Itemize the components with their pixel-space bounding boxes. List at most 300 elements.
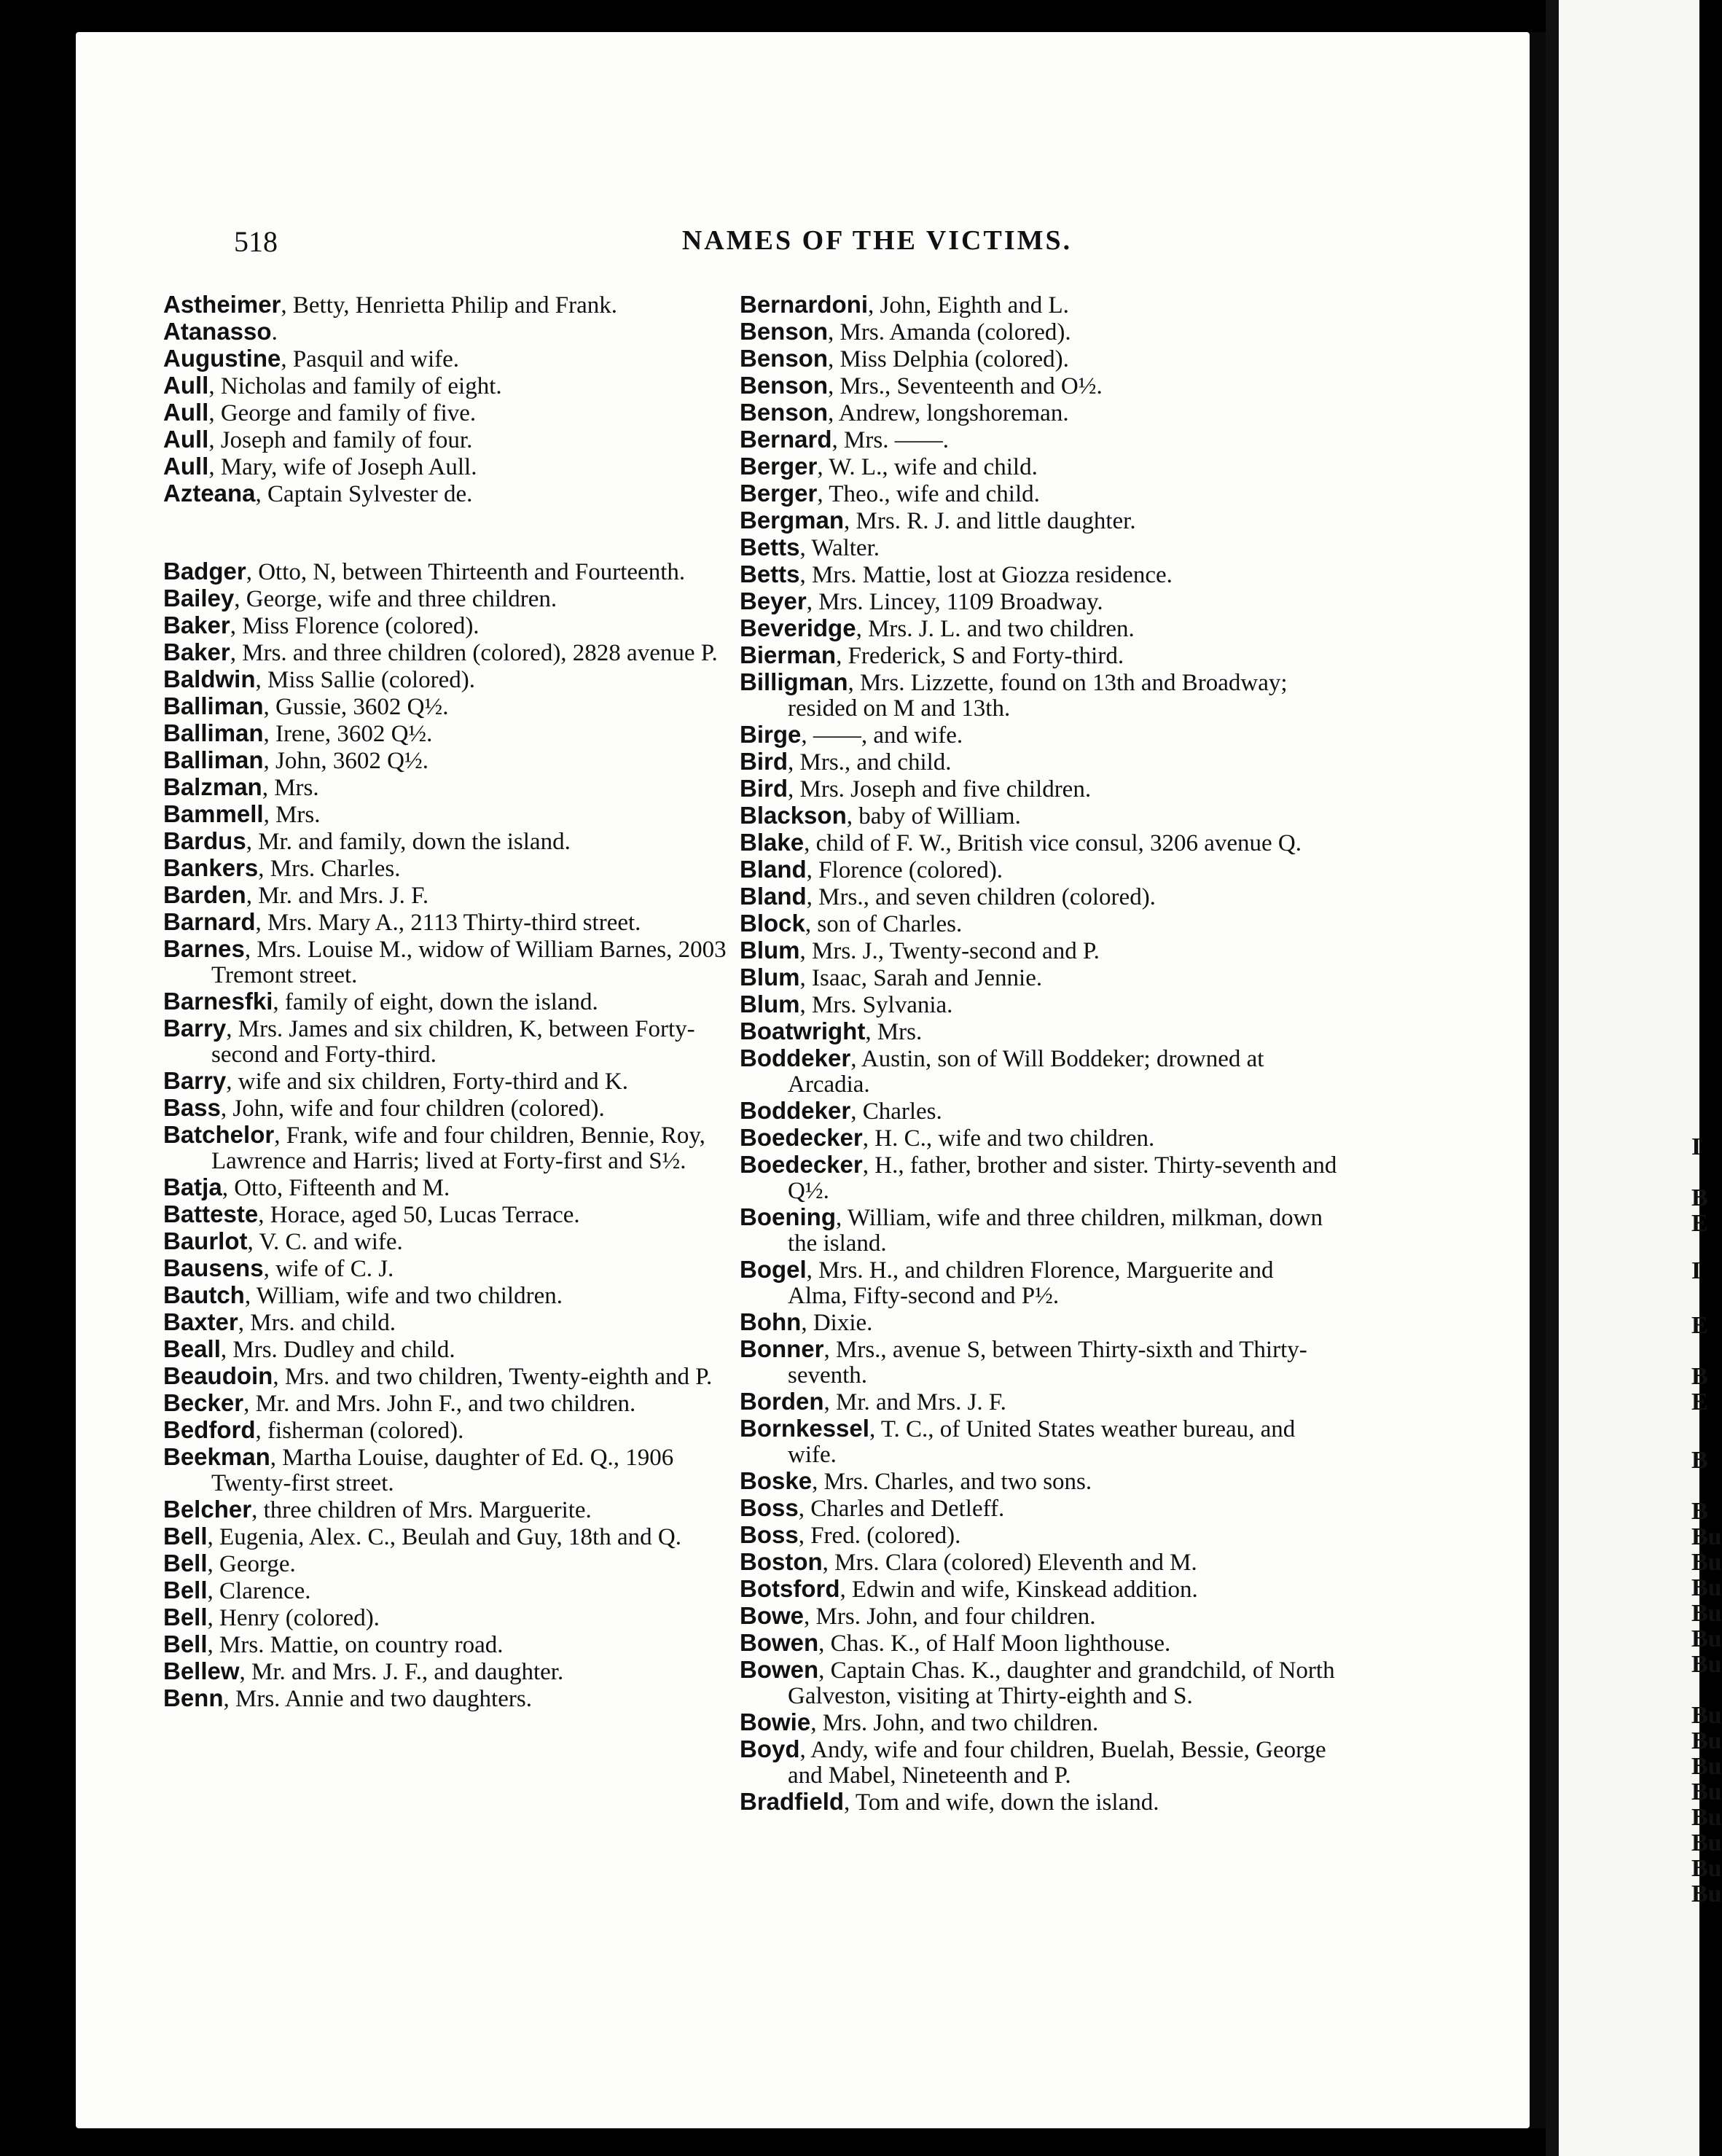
victim-surname: Boedecker: [740, 1151, 863, 1178]
victim-surname: Bradfield: [740, 1788, 845, 1815]
victim-surname: Boddeker: [740, 1044, 851, 1071]
victim-entry: [163, 1282, 746, 1309]
victim-details: , Mrs. R. J. and little daughter.: [844, 508, 1136, 534]
adjacent-page-letter: Bu: [1691, 1778, 1722, 1805]
victim-surname: Betts: [740, 534, 800, 561]
victim-surname: Bohn: [740, 1308, 802, 1335]
victim-entry: [163, 612, 746, 639]
victim-details: , William, wife and three children, milkman, down the island.: [788, 1205, 1323, 1257]
victim-entry: [740, 802, 1337, 829]
victim-entry: [163, 882, 746, 909]
victim-surname: Botsford: [740, 1575, 840, 1602]
victim-surname: Aull: [163, 426, 209, 453]
left-column: [163, 292, 746, 1712]
victim-details: , Mrs. Clara (colored) Eleventh and M.: [822, 1550, 1197, 1576]
victim-surname: Boston: [740, 1548, 823, 1575]
victim-details: , Mrs. Mattie, on country road.: [207, 1632, 504, 1658]
victim-entry: [163, 1255, 746, 1282]
victim-entry: [740, 722, 1337, 749]
victim-entry: [163, 1417, 746, 1444]
victim-details: , Mr. and Mrs. John F., and two children.: [243, 1391, 636, 1417]
victim-surname: Bell: [163, 1630, 208, 1657]
victim-surname: Bergman: [740, 507, 845, 534]
victim-entry: [740, 856, 1337, 883]
victim-surname: Becker: [163, 1389, 244, 1416]
victim-details: , Florence (colored).: [806, 857, 1003, 883]
victim-surname: Blum: [740, 991, 800, 1018]
victim-details: , Mr. and Mrs. J. F., and daughter.: [239, 1659, 564, 1685]
victim-surname: Boening: [740, 1203, 836, 1230]
victim-entry: [163, 345, 746, 372]
victim-entry: [740, 1630, 1337, 1657]
victim-surname: Bland: [740, 883, 807, 910]
victim-details: , Mrs. Joseph and five children.: [788, 776, 1092, 802]
victim-surname: Barden: [163, 881, 246, 908]
victim-entry: [740, 1045, 1337, 1098]
victim-surname: Bernardoni: [740, 291, 869, 318]
victim-details: , Nicholas and family of eight.: [208, 373, 502, 399]
victim-details: , Mr. and family, down the island.: [246, 829, 571, 855]
victim-entry: [740, 749, 1337, 776]
victim-details: , Mrs. and child.: [238, 1310, 396, 1336]
victim-entry: [740, 1415, 1337, 1468]
victim-details: , Mrs. and two children, Twenty-eighth and P.: [273, 1364, 713, 1390]
victim-surname: Beall: [163, 1335, 221, 1362]
victim-details: , Andrew, longshoreman.: [828, 400, 1069, 426]
victim-details: , Mrs. Charles.: [258, 856, 401, 882]
victim-entry: [163, 801, 746, 828]
running-head: NAMES OF THE VICTIMS.: [681, 225, 1073, 256]
victim-details: , V. C. and wife.: [247, 1229, 403, 1255]
victim-surname: Bowie: [740, 1708, 811, 1735]
victim-details: , Mrs., avenue S, between Thirty-sixth and Thirty-seventh.: [788, 1337, 1307, 1388]
victim-entry: [163, 855, 746, 882]
page-edge: [1546, 0, 1559, 2156]
victim-entry: [163, 1015, 746, 1068]
victim-details: , George.: [207, 1551, 296, 1577]
victim-entry: [163, 988, 746, 1015]
victim-surname: Balliman: [163, 746, 264, 773]
victim-entry: [740, 1789, 1337, 1816]
victim-entry: [163, 1174, 746, 1201]
victim-surname: Barry: [163, 1067, 227, 1094]
victim-details: , Otto, N, between Thirteenth and Fourteenth.: [246, 559, 686, 585]
victim-entry: [740, 345, 1337, 372]
victim-surname: Bell: [163, 1604, 208, 1630]
victim-details: , Mrs. Annie and two daughters.: [223, 1686, 532, 1712]
victim-details: , George, wife and three children.: [234, 586, 557, 612]
entry-list-a: [163, 292, 746, 507]
victim-entry: [740, 1098, 1337, 1125]
victim-details: , fisherman (colored).: [255, 1418, 464, 1444]
victim-entry: [163, 1496, 746, 1523]
victim-surname: Bowen: [740, 1629, 819, 1656]
victim-entry: [740, 507, 1337, 534]
victim-entry: [163, 909, 746, 936]
victim-entry: [740, 1018, 1337, 1045]
victim-details: , child of F. W., British vice consul, 3206 avenue Q.: [804, 830, 1302, 856]
adjacent-page-letter: B: [1691, 1447, 1708, 1474]
victim-details: , Pasquil and wife.: [281, 346, 460, 372]
victim-entry: [163, 693, 746, 720]
victim-details: , ——, and wife.: [801, 722, 963, 749]
victim-details: , John, 3602 Q½.: [263, 748, 428, 774]
victim-surname: Baker: [163, 612, 230, 638]
victim-details: , Horace, aged 50, Lucas Terrace.: [258, 1202, 580, 1228]
victim-surname: Bonner: [740, 1335, 824, 1362]
victim-details: , Martha Louise, daughter of Ed. Q., 1906 Twenty-first street.: [211, 1445, 674, 1496]
victim-details: , Austin, son of Will Boddeker; drowned at Arcadia.: [788, 1046, 1264, 1098]
victim-entry: [163, 1122, 746, 1174]
victim-details: , Walter.: [799, 535, 880, 561]
adjacent-page-letter: E: [1691, 1388, 1708, 1415]
victim-surname: Boss: [740, 1494, 799, 1521]
victim-surname: Bammell: [163, 800, 264, 827]
victim-entry: [740, 534, 1337, 561]
victim-details: , Irene, 3602 Q½.: [263, 721, 433, 747]
victim-surname: Billigman: [740, 668, 848, 695]
page-number: 518: [234, 225, 278, 258]
victim-details: , wife and six children, Forty-third and K.: [226, 1069, 628, 1095]
victim-details: , Mrs. James and six children, K, between Forty-second and Forty-third.: [211, 1016, 695, 1068]
victim-details: , Tom and wife, down the island.: [844, 1789, 1159, 1816]
victim-surname: Augustine: [163, 345, 281, 372]
victim-surname: Balliman: [163, 692, 264, 719]
victim-details: , son of Charles.: [805, 911, 963, 937]
victim-entry: [740, 1495, 1337, 1522]
victim-entry: [163, 453, 746, 480]
victim-details: , Captain Sylvester de.: [255, 481, 473, 507]
victim-surname: Bell: [163, 1523, 208, 1550]
victim-surname: Blackson: [740, 802, 847, 829]
adjacent-page-letter: Bu: [1691, 1880, 1722, 1907]
victim-surname: Blum: [740, 964, 800, 991]
victim-details: , Miss Florence (colored).: [230, 613, 480, 639]
victim-surname: Bird: [740, 748, 788, 775]
victim-entry: [740, 426, 1337, 453]
victim-surname: Barry: [163, 1015, 227, 1042]
victim-entry: [740, 1468, 1337, 1495]
victim-surname: Badger: [163, 558, 246, 585]
victim-entry: [163, 372, 746, 399]
victim-surname: Bellew: [163, 1657, 240, 1684]
victim-entry: [163, 1604, 746, 1631]
victim-details: , Gussie, 3602 Q½.: [263, 694, 449, 720]
victim-surname: Bland: [740, 856, 807, 883]
adjacent-page-letter: Bu: [1691, 1829, 1722, 1856]
entry-list-right: [740, 292, 1337, 1816]
victim-surname: Azteana: [163, 480, 256, 507]
victim-surname: Baker: [163, 638, 230, 665]
victim-surname: Boss: [740, 1521, 799, 1548]
right-column: [740, 292, 1337, 1816]
victim-surname: Bogel: [740, 1256, 807, 1283]
victim-entry: [163, 747, 746, 774]
victim-surname: Bowen: [740, 1656, 819, 1683]
victim-entry: [740, 1309, 1337, 1336]
victim-entry: [740, 372, 1337, 399]
victim-surname: Bautch: [163, 1281, 245, 1308]
victim-details: , Miss Sallie (colored).: [255, 667, 476, 693]
victim-surname: Beveridge: [740, 614, 856, 641]
adjacent-page-letter: Bu: [1691, 1727, 1722, 1754]
victim-details: , Mrs. Dudley and child.: [220, 1337, 455, 1363]
victim-details: , Miss Delphia (colored).: [828, 346, 1069, 372]
adjacent-page-letter: E: [1691, 1312, 1708, 1339]
victim-details: , Fred. (colored).: [798, 1523, 961, 1549]
victim-details: , Frank, wife and four children, Bennie, Roy, Lawrence and Harris; lived at Forty-first and S½.: [211, 1122, 705, 1174]
victim-details: , John, wife and four children (colored).: [220, 1095, 605, 1122]
victim-details: , Theo., wife and child.: [817, 481, 1040, 507]
victim-entry: [740, 1709, 1337, 1736]
victim-entry: [163, 426, 746, 453]
adjacent-page-letter: Bu: [1691, 1574, 1722, 1601]
adjacent-page: [1546, 0, 1722, 2156]
victim-surname: Baurlot: [163, 1227, 248, 1254]
victim-details: , Mrs., and seven children (colored).: [806, 884, 1156, 910]
victim-entry: [740, 1522, 1337, 1549]
victim-entry: [163, 1068, 746, 1095]
victim-entry: [163, 1444, 746, 1496]
adjacent-page-letter: B: [1691, 1363, 1708, 1390]
victim-surname: Blum: [740, 937, 800, 964]
victim-details: , John, Eighth and L.: [868, 292, 1069, 319]
victim-surname: Birge: [740, 721, 802, 748]
victim-details: , Charles.: [850, 1098, 942, 1125]
victim-surname: Balliman: [163, 719, 264, 746]
victim-details: , wife of C. J.: [263, 1256, 394, 1282]
victim-entry: [740, 991, 1337, 1018]
victim-details: , Mrs. Mattie, lost at Giozza residence.: [799, 562, 1173, 588]
victim-surname: Boedecker: [740, 1124, 863, 1151]
victim-entry: [163, 666, 746, 693]
victim-surname: Benn: [163, 1684, 224, 1711]
victim-entry: [740, 1152, 1337, 1204]
victim-entry: [740, 883, 1337, 910]
victim-details: , Mrs. Lizzette, found on 13th and Broadway; resided on M and 13th.: [788, 670, 1288, 722]
adjacent-page-letter: I: [1691, 1133, 1702, 1160]
victim-details: , Otto, Fifteenth and M.: [222, 1175, 450, 1201]
victim-entry: [740, 588, 1337, 615]
victim-details: , Mrs.: [865, 1019, 923, 1045]
victim-entry: [740, 399, 1337, 426]
victim-surname: Boyd: [740, 1735, 800, 1762]
victim-details: .: [271, 319, 278, 345]
victim-entry: [163, 1577, 746, 1604]
adjacent-page-letter: E: [1691, 1210, 1708, 1237]
victim-surname: Bausens: [163, 1254, 264, 1281]
victim-details: , Mrs., Seventeenth and O½.: [828, 373, 1103, 399]
victim-surname: Beaudoin: [163, 1362, 273, 1389]
victim-details: , Betty, Henrietta Philip and Frank.: [281, 292, 618, 319]
victim-entry: [163, 1685, 746, 1712]
victim-surname: Bardus: [163, 827, 246, 854]
victim-entry: [163, 1523, 746, 1550]
victim-entry: [163, 1095, 746, 1122]
victim-surname: Benson: [740, 399, 829, 426]
victim-details: , Mr. and Mrs. J. F.: [246, 883, 429, 909]
victim-details: , Eugenia, Alex. C., Beulah and Guy, 18th and Q.: [207, 1524, 681, 1550]
victim-details: , Charles and Detleff.: [798, 1496, 1005, 1522]
book-spine: [1530, 32, 1546, 2128]
victim-surname: Betts: [740, 561, 800, 587]
adjacent-page-letter: Bu: [1691, 1804, 1722, 1831]
victim-surname: Bird: [740, 775, 788, 802]
victim-surname: Barnes: [163, 935, 245, 962]
adjacent-page-letter: Bu: [1691, 1753, 1722, 1780]
victim-entry: [740, 1603, 1337, 1630]
victim-details: , William, wife and two children.: [244, 1283, 563, 1309]
victim-details: , Clarence.: [207, 1578, 311, 1604]
victim-surname: Benson: [740, 372, 829, 399]
victim-surname: Berger: [740, 453, 818, 480]
victim-entry: [740, 937, 1337, 964]
victim-entry: [163, 585, 746, 612]
victim-details: , Mrs.: [263, 802, 321, 828]
page-header: [164, 224, 1590, 261]
victim-surname: Bankers: [163, 854, 259, 881]
victim-surname: Batchelor: [163, 1121, 275, 1148]
adjacent-page-letter: B: [1691, 1184, 1708, 1211]
victim-details: , Mrs.: [262, 775, 319, 801]
victim-surname: Bowe: [740, 1602, 805, 1629]
victim-details: , Mrs. John, and two children.: [810, 1710, 1099, 1736]
victim-entry: [163, 1390, 746, 1417]
victim-entry: [740, 561, 1337, 588]
victim-surname: Aull: [163, 399, 209, 426]
victim-details: , Mrs. H., and children Florence, Marguerite and Alma, Fifty-second and P½.: [788, 1257, 1274, 1309]
victim-surname: Bell: [163, 1550, 208, 1577]
victim-surname: Belcher: [163, 1496, 252, 1523]
victim-entry: [740, 829, 1337, 856]
victim-entry: [740, 319, 1337, 345]
victim-details: , Mrs. Charles, and two sons.: [812, 1469, 1092, 1495]
victim-entry: [163, 480, 746, 507]
victim-details: , Mrs. John, and four children.: [804, 1604, 1096, 1630]
victim-details: , Mrs. Mary A., 2113 Thirty-third street.: [255, 910, 641, 936]
victim-surname: Bierman: [740, 641, 837, 668]
victim-entry: [740, 453, 1337, 480]
victim-details: , three children of Mrs. Marguerite.: [251, 1497, 592, 1523]
victim-entry: [740, 776, 1337, 802]
victim-entry: [740, 1549, 1337, 1576]
victim-details: , W. L., wife and child.: [817, 454, 1038, 480]
victim-entry: [740, 292, 1337, 319]
victim-details: , Mrs. and three children (colored), 2828 avenue P.: [230, 640, 718, 666]
victim-entry: [163, 1309, 746, 1336]
victim-entry: [740, 1576, 1337, 1603]
victim-surname: Atanasso: [163, 318, 272, 345]
victim-entry: [163, 1631, 746, 1658]
victim-surname: Astheimer: [163, 291, 281, 318]
adjacent-page-letter: Bu: [1691, 1523, 1722, 1550]
victim-details: , Joseph and family of four.: [208, 427, 473, 453]
victim-entry: [740, 615, 1337, 642]
victim-details: , Mrs. Amanda (colored).: [828, 319, 1071, 345]
victim-details: , Henry (colored).: [207, 1605, 380, 1631]
victim-surname: Barnard: [163, 908, 256, 935]
victim-surname: Aull: [163, 372, 209, 399]
victim-details: , Mrs. ——.: [831, 427, 949, 453]
victim-details: , Mr. and Mrs. J. F.: [823, 1389, 1006, 1415]
victim-details: , Mary, wife of Joseph Aull.: [208, 454, 477, 480]
victim-surname: Batja: [163, 1173, 222, 1200]
victim-entry: [163, 292, 746, 319]
victim-details: , Mrs. Lincey, 1109 Broadway.: [806, 589, 1103, 615]
victim-surname: Aull: [163, 453, 209, 480]
victim-entry: [740, 964, 1337, 991]
victim-surname: Benson: [740, 345, 829, 372]
victim-details: , Dixie.: [801, 1310, 873, 1336]
victim-surname: Bernard: [740, 426, 832, 453]
victim-entry: [163, 936, 746, 988]
victim-details: , Mrs. J. L. and two children.: [856, 616, 1135, 642]
victim-surname: Bailey: [163, 585, 235, 612]
victim-entry: [740, 480, 1337, 507]
adjacent-page-letter: Bu: [1691, 1702, 1722, 1729]
victim-surname: Baldwin: [163, 665, 256, 692]
victim-entry: [163, 639, 746, 666]
victim-entry: [740, 1257, 1337, 1309]
victim-details: , Chas. K., of Half Moon lighthouse.: [818, 1630, 1171, 1657]
victim-entry: [163, 1336, 746, 1363]
victim-surname: Beyer: [740, 587, 807, 614]
victim-details: , Frederick, S and Forty-third.: [836, 643, 1124, 669]
victim-entry: [740, 1336, 1337, 1388]
victim-details: , Mrs., and child.: [788, 749, 952, 776]
victim-entry: [163, 399, 746, 426]
victim-surname: Block: [740, 910, 805, 937]
victim-surname: Balzman: [163, 773, 262, 800]
victim-details: , H. C., wife and two children.: [862, 1125, 1155, 1152]
victim-surname: Boatwright: [740, 1018, 866, 1044]
adjacent-page-letter: Bu: [1691, 1625, 1722, 1652]
victim-details: , Isaac, Sarah and Jennie.: [799, 965, 1043, 991]
victim-details: , H., father, brother and sister. Thirty-seventh and Q½.: [788, 1152, 1337, 1204]
victim-surname: Bass: [163, 1094, 221, 1121]
adjacent-page-letter: I: [1691, 1257, 1702, 1284]
victim-entry: [163, 1363, 746, 1390]
victim-entry: [740, 1657, 1337, 1709]
victim-entry: [163, 720, 746, 747]
victim-entry: [740, 642, 1337, 669]
victim-surname: Blake: [740, 829, 805, 856]
victim-surname: Boddeker: [740, 1097, 851, 1124]
victim-details: , Edwin and wife, Kinskead addition.: [840, 1577, 1198, 1603]
victim-surname: Barnesfki: [163, 988, 273, 1015]
victim-entry: [163, 558, 746, 585]
adjacent-page-letter: B: [1691, 1498, 1708, 1525]
victim-surname: Beekman: [163, 1443, 270, 1470]
victim-surname: Batteste: [163, 1200, 259, 1227]
victim-details: , Andy, wife and four children, Buelah, Bessie, George and Mabel, Nineteenth and P.: [788, 1737, 1326, 1789]
adjacent-page-letter: Bu: [1691, 1549, 1722, 1576]
victim-entry: [163, 828, 746, 855]
victim-entry: [740, 1125, 1337, 1152]
adjacent-page-letter: Bu: [1691, 1600, 1722, 1627]
victim-details: , Captain Chas. K., daughter and grandchild, of North Galveston, visiting at Thirty-eighth and S.: [788, 1657, 1335, 1709]
victim-surname: Bornkessel: [740, 1415, 869, 1442]
victim-entry: [163, 1658, 746, 1685]
victim-surname: Benson: [740, 318, 829, 345]
victim-entry: [163, 774, 746, 801]
victim-surname: Bell: [163, 1577, 208, 1604]
victim-details: , T. C., of United States weather bureau, and wife.: [788, 1416, 1296, 1468]
victim-details: , Mrs. Louise M., widow of William Barnes, 2003 Tremont street.: [211, 937, 727, 988]
victim-details: , baby of William.: [846, 803, 1021, 829]
section-gap: [163, 507, 746, 558]
adjacent-page-letter: Bu: [1691, 1651, 1722, 1678]
